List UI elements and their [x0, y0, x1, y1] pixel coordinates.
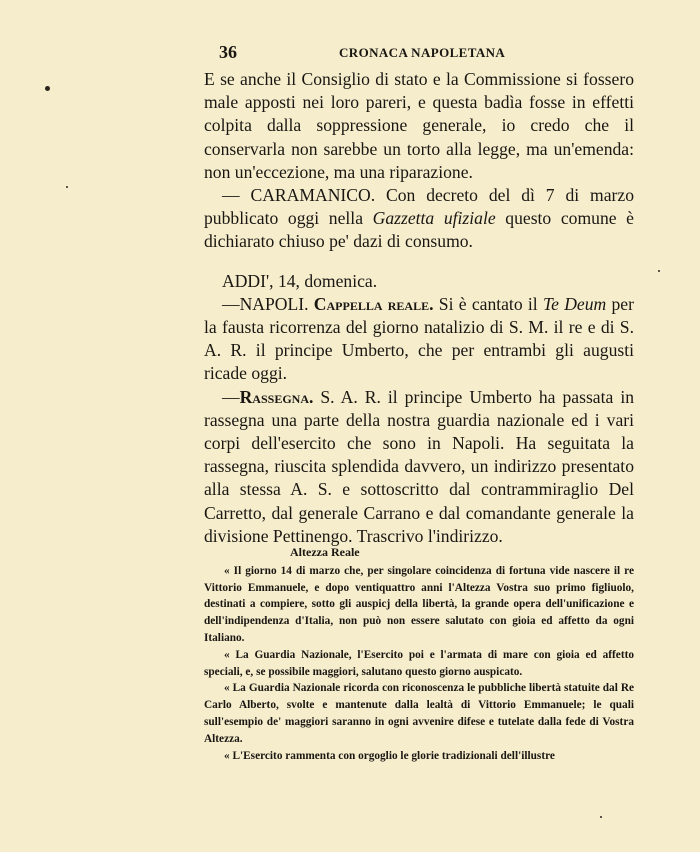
te-deum: Te Deum — [542, 293, 607, 314]
quote-paragraph-1: « Il giorno 14 di marzo che, per singolare coincidenza di fortuna vide nascere il re Vittorio Emmanuele, e dopo ventiquattro anni l'Altezza Vostra suo primo figliuolo, destinati a compiere, sotto gli auspicj della libertà, la grande opera dell'unificazione e dell'indipendenza d'Italia, non può non essere salutato con gioia ed affetto da ogni Italiano. — [204, 564, 634, 644]
quote-paragraph-2: « La Guardia Nazionale, l'Esercito poi e l'armata di mare con gioia ed affetto speciali, e, se possibile maggiori, salutano questo giorno auspicato. — [204, 648, 634, 678]
paragraph-caramanico — [204, 184, 634, 254]
napoli-text-b: Si è cantato il — [433, 293, 543, 314]
ink-speck — [658, 270, 660, 272]
dateline: ADDI', 14, domenica. — [222, 270, 378, 291]
page-header — [219, 42, 639, 64]
ink-speck — [45, 86, 50, 91]
napoli-text-a: —NAPOLI. — [222, 293, 314, 314]
caramanico-text-b: questo comune è dichiarato chiuso pe' dazi di consumo. — [204, 208, 634, 252]
paragraph-badia: E se anche il Consiglio di stato e la Commissione si fossero male apposti nei loro pareri, e questa badìa fosse in effetti colpita dalla soppressione generale, io credo che il conservarla non sarebbe un torto alla legge, ma un'emenda: non un'eccezione, ma una riparazione. — [204, 69, 634, 182]
quote-paragraph-4: « L'Esercito rammenta con orgoglio le glorie tradizionali dell'illustre — [224, 749, 555, 762]
gazzetta-title: Gazzetta ufiziale — [372, 208, 496, 229]
paragraph-rassegna — [204, 386, 634, 548]
ink-speck — [66, 186, 68, 188]
rassegna-dash: — — [222, 386, 240, 407]
napoli-text-c: per la fausta ricorrenza del giorno natalizio di S. M. il re e di S. A. R. il principe Umberto, che per entrambi gli augusti ricade oggi. — [204, 293, 634, 384]
main-text — [204, 68, 634, 548]
quote-paragraph-3: « La Guardia Nazionale ricorda con riconoscenza le pubbliche libertà statuite dal Re Carlo Alberto, svolte e mantenute dalla lealtà di Vittorio Emmanuele; le quali sull'esempio de' maggiori saranno in ogni avvenire difese e tutelate dalla fede di Vostra Altezza. — [204, 682, 634, 745]
rassegna-text: S. A. R. il principe Umberto ha passata in rassegna una parte della nostra guardia nazionale ed i vari corpi dell'esercito che sono in Napoli. Ha seguitata la rassegna, riuscita splendida davvero, un indirizzo presentato alla stessa A. S. e sottoscritto dal contrammiraglio Del Carretto, dal generale Carrano e dal comandante generale la divisione Pettinengo. Trascrivo l'indirizzo. — [204, 386, 634, 546]
paragraph-napoli — [204, 293, 634, 386]
running-title: CRONACA NAPOLETANA — [339, 45, 506, 60]
address-quotation — [204, 544, 634, 764]
quote-title: Altezza Reale — [290, 545, 360, 559]
cappella-reale-heading: Cappella reale. — [313, 293, 434, 314]
ink-speck — [600, 816, 602, 818]
caramanico-text-a: — CARAMANICO. Con decreto del dì 7 di marzo pubblicato oggi nella — [204, 185, 634, 229]
section-gap — [204, 254, 634, 270]
rassegna-heading: Rassegna. — [239, 386, 314, 407]
page-number: 36 — [219, 42, 237, 62]
